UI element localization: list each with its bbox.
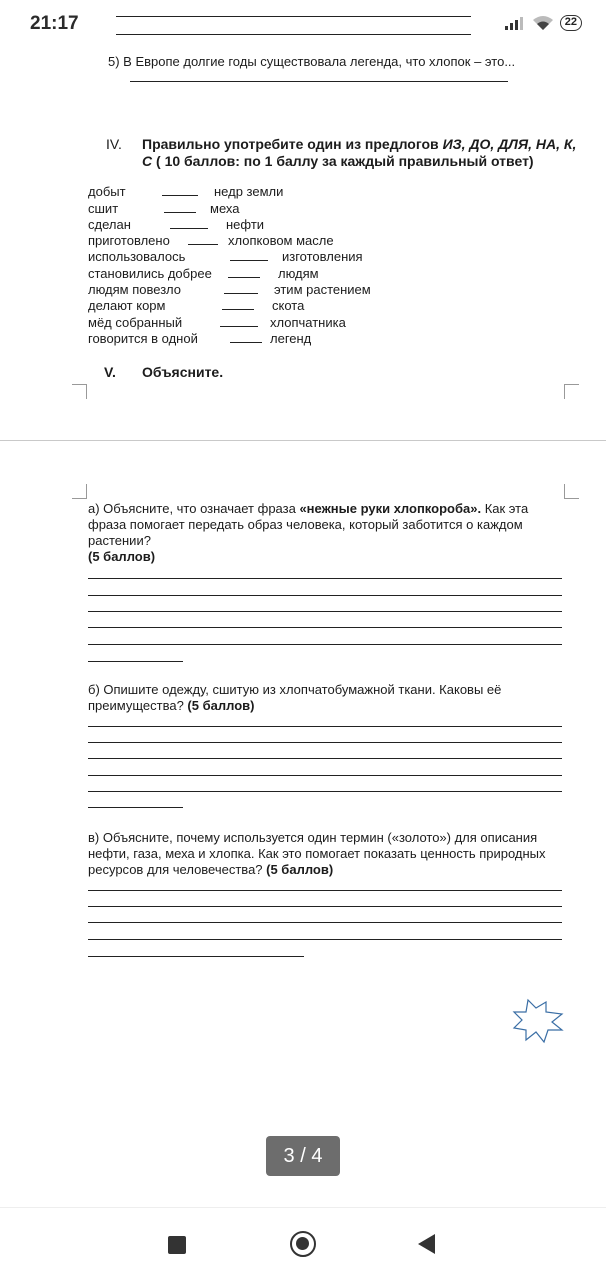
- answer-line[interactable]: [88, 906, 562, 907]
- status-bar: [0, 0, 606, 44]
- starburst-icon: [512, 998, 564, 1044]
- status-clock: 21:17: [30, 13, 79, 34]
- exercise-word: становились добрее: [88, 266, 212, 281]
- task-a-text: а) Объясните, что означает фраза «нежные руки хлопкороба». Как эта фраза помогает передать образ человека, который заботится о каждом растении? (5 баллов): [88, 501, 529, 564]
- answer-line[interactable]: [88, 578, 562, 579]
- exercise-word: делают корм: [88, 298, 166, 313]
- task-c-text: в) Объясните, почему используется один термин («золото») для описания нефти, газа, меха и хлопка. Как это помогает показать ценность природных ресурсов для человечества? (5 баллов): [88, 830, 546, 877]
- page-indicator: 3 / 4: [266, 1136, 340, 1176]
- answer-line[interactable]: [88, 956, 304, 957]
- status-icons: [504, 15, 582, 31]
- answer-line[interactable]: [88, 939, 562, 940]
- answer-line[interactable]: [88, 791, 562, 792]
- back-triangle-icon[interactable]: [418, 1234, 435, 1254]
- exercise-word: мёд собранный: [88, 315, 183, 330]
- exercise-rest: хлопчатника: [270, 315, 346, 330]
- answer-line: [130, 81, 508, 82]
- task-b-text: б) Опишите одежду, сшитую из хлопчатобумажной ткани. Каковы её преимущества? (5 баллов): [88, 682, 502, 713]
- answer-blank[interactable]: [220, 326, 258, 327]
- exercise-rest: недр земли: [214, 184, 284, 199]
- navigation-bar: [0, 1207, 606, 1281]
- answer-blank[interactable]: [222, 309, 254, 310]
- crop-mark: [564, 484, 579, 499]
- exercise-rest: скота: [272, 298, 305, 313]
- exercise-rest: хлопковом масле: [228, 233, 334, 248]
- answer-line[interactable]: [88, 644, 562, 645]
- crop-mark: [72, 484, 87, 499]
- exercise-word: сшит: [88, 201, 119, 216]
- answer-blank[interactable]: [224, 293, 258, 294]
- answer-line[interactable]: [88, 742, 562, 743]
- crop-mark: [564, 384, 579, 399]
- answer-line[interactable]: [88, 758, 562, 759]
- answer-blank[interactable]: [228, 277, 260, 278]
- exercise-word: людям повезло: [88, 282, 181, 297]
- answer-blank[interactable]: [162, 195, 198, 196]
- exercise-word: приготовлено: [88, 233, 170, 248]
- answer-line[interactable]: [88, 627, 562, 628]
- answer-blank[interactable]: [230, 342, 262, 343]
- answer-line: [116, 16, 471, 17]
- signal-icon: [504, 16, 526, 30]
- crop-mark: [72, 384, 87, 399]
- exercise-rest: изготовления: [282, 249, 363, 264]
- exercise-rest: этим растением: [274, 282, 371, 297]
- answer-line[interactable]: [88, 595, 562, 596]
- exercise-rest: нефти: [226, 217, 265, 232]
- section-4-title: Правильно употребите один из предлогов ИЗ, ДО, ДЛЯ, НА, К, С ( 10 баллов: по 1 баллу за каждый правильный ответ): [142, 136, 577, 169]
- answer-line[interactable]: [88, 775, 562, 776]
- answer-line: [116, 34, 471, 35]
- answer-line[interactable]: [88, 611, 562, 612]
- answer-line[interactable]: [88, 890, 562, 891]
- answer-line[interactable]: [88, 807, 183, 808]
- answer-line[interactable]: [88, 922, 562, 923]
- answer-line[interactable]: [88, 726, 562, 727]
- question-5: 5) В Европе долгие годы существовала легенда, что хлопок – это...: [108, 54, 516, 69]
- answer-blank[interactable]: [164, 212, 196, 213]
- answer-line[interactable]: [88, 661, 183, 662]
- exercise-rest: людям: [278, 266, 319, 281]
- exercise-rest: легенд: [270, 331, 312, 346]
- exercise-word: использовалось: [88, 249, 186, 264]
- section-5-number: V.: [104, 364, 116, 380]
- square-icon[interactable]: [168, 1236, 186, 1254]
- section-4-number: IV.: [106, 136, 122, 152]
- wifi-icon: [532, 15, 554, 31]
- home-circle-icon[interactable]: [290, 1231, 316, 1257]
- exercise-word: сделан: [88, 217, 131, 232]
- page-divider: [0, 440, 606, 441]
- battery-icon: 22: [560, 15, 582, 31]
- answer-blank[interactable]: [170, 228, 208, 229]
- exercise-word: говорится в одной: [88, 331, 198, 346]
- answer-blank[interactable]: [230, 260, 268, 261]
- section-5-title: Объясните.: [142, 364, 224, 380]
- exercise-word: добыт: [88, 184, 126, 199]
- exercise-rest: меха: [210, 201, 240, 216]
- answer-blank[interactable]: [188, 244, 218, 245]
